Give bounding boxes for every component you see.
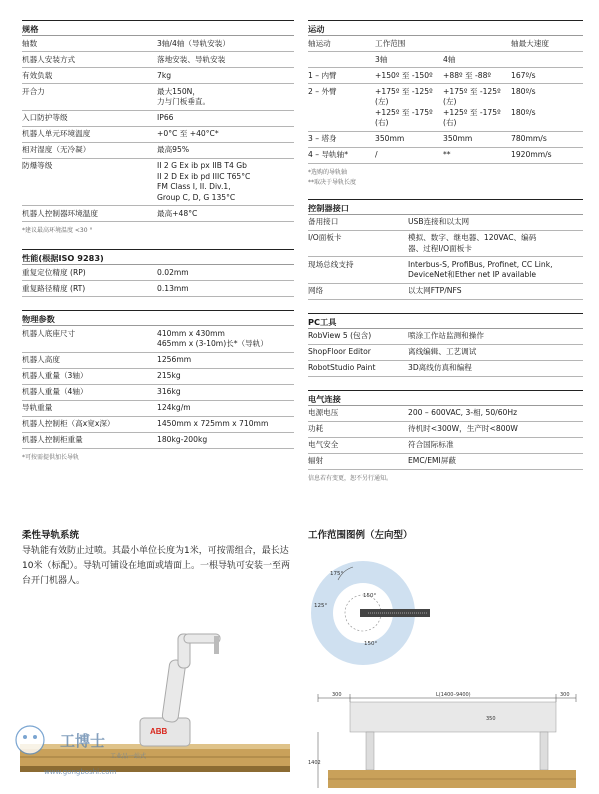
electrical-label: 电源电压 [308, 408, 339, 417]
pc-tool-label: RobotStudio Paint [308, 363, 376, 372]
pc-tool-value: 3D离线仿真和编程 [408, 363, 472, 372]
spec-value: IP66 [157, 113, 174, 122]
performance-value: 0.02mm [157, 267, 189, 277]
physical-section [22, 310, 294, 463]
spec-value: 落地安装、导轨安装 [157, 54, 226, 64]
motion-row [308, 132, 583, 148]
spec-value: 7kg [157, 70, 172, 80]
robot-right [540, 732, 548, 770]
motion-table [308, 68, 583, 164]
motion-cell: +88º 至 -88º [443, 70, 492, 80]
controller-label: 网络 [308, 286, 324, 295]
spec-label: 入口防护等级 [22, 113, 68, 122]
motion-cell: 2 – 外臂 [308, 86, 337, 96]
motion-row [308, 84, 583, 132]
robot-left [366, 732, 374, 770]
motion-title: 运动 [308, 20, 583, 36]
controller-value: 模拟、数字、继电器、120VAC、编码 器、过程I/O面板卡 [408, 233, 537, 253]
motion-row [308, 148, 583, 164]
flex-rail-text: 导轨能有效防止过喷。其最小单位长度为1米，可按需组合，最长达10米（标配）。导轨可铺设在地面或墙面上。一根导轨可安装一至两台开门机器人。 [22, 546, 290, 586]
spec-label: 机器人安装方式 [22, 54, 76, 64]
watermark-tagline: 工业品一站式 [110, 753, 147, 760]
spec-row [22, 68, 294, 84]
motion-cell: 1920mm/s [511, 150, 552, 159]
motion-cell: 180º/s 180º/s [511, 86, 536, 117]
pc-tool-row [308, 345, 583, 361]
electrical-row [308, 438, 583, 454]
spec-label: 相对湿度（无冷凝） [22, 145, 91, 154]
electrical-label: 电气安全 [308, 440, 339, 449]
spec-value: +0°C 至 +40°C* [157, 129, 219, 138]
controller-row [308, 284, 583, 300]
motion-row [308, 68, 583, 84]
physical-value: 180kg-200kg [157, 435, 208, 444]
workrange-label-150b: 150° [364, 641, 378, 647]
spec-row [22, 143, 294, 159]
physical-label: 机器人控制柜重量 [22, 435, 83, 444]
controller-table [308, 215, 583, 300]
electrical-table [308, 406, 583, 470]
physical-row [22, 433, 294, 449]
controller-row [308, 215, 583, 231]
pc-tool-value: 喷涂工作站监测和操作 [408, 331, 484, 340]
spec-label: 有效负载 [22, 70, 53, 80]
controller-row [308, 231, 583, 258]
specs-table [22, 36, 294, 222]
motion-cell: +175º 至 -125º (左) +125º 至 -175º (右) [443, 86, 501, 127]
controller-label: 备用接口 [308, 217, 339, 226]
watermark-text: 工博士 [60, 732, 106, 750]
motion-note-2: **取决于导轨长度 [308, 178, 357, 186]
spec-row [22, 36, 294, 52]
physical-label: 机器人重量（4轴） [22, 387, 88, 396]
controller-value: 以太网FTP/NFS [408, 286, 462, 295]
performance-label: 重复定位精度 (RP) [22, 267, 86, 277]
controller-title: 控制器接口 [308, 199, 583, 215]
performance-label: 重复路径精度 (RT) [22, 283, 86, 293]
electrical-value: 符合国际标准 [408, 440, 454, 449]
physical-value: 1256mm [157, 355, 192, 364]
spec-label: 轴数 [22, 38, 38, 48]
physical-table [22, 326, 294, 449]
spec-label: 机器人单元环境温度 [22, 129, 91, 138]
physical-row [22, 353, 294, 369]
right-column [308, 20, 583, 484]
physical-value: 124kg/m [157, 403, 191, 412]
spec-label: 防爆等级 [22, 161, 53, 170]
dim-length: L(1400–9400) [436, 692, 471, 698]
physical-title: 物理参数 [22, 310, 294, 326]
electrical-note: 信息若有变更，恕不另行通知。 [308, 474, 393, 482]
motion-cell: 3 – 塔身 [308, 134, 337, 143]
performance-title: 性能(根据ISO 9283) [22, 249, 294, 265]
pc-tool-row [308, 361, 583, 377]
motion-cell: 350mm [443, 134, 473, 143]
physical-row [22, 326, 294, 353]
spec-row [22, 159, 294, 207]
dim-300-right: 300 [560, 692, 570, 698]
spec-label: 开合力 [22, 86, 45, 96]
performance-row [22, 281, 294, 297]
performance-table [22, 265, 294, 297]
electrical-section [308, 390, 583, 484]
electrical-label: 辐射 [308, 456, 324, 465]
spec-value: II 2 G Ex ib px IIB T4 Gb II 2 D Ex ib pd IIIC T65°C FM Class I, II. Div.1, Group C, D, G 135°C [157, 161, 251, 202]
motion-cell: ** [443, 150, 451, 159]
electrical-title: 电气连接 [308, 390, 583, 406]
workrange-top-view [308, 545, 588, 685]
performance-section [22, 249, 294, 297]
spec-row [22, 111, 294, 127]
robot-hook [214, 636, 219, 654]
spec-row [22, 52, 294, 68]
watermark-mascot-icon [16, 726, 44, 754]
physical-value: 316kg [157, 387, 181, 396]
electrical-row [308, 406, 583, 422]
motion-cell: 780mm/s [511, 134, 547, 143]
controller-row [308, 257, 583, 284]
physical-row [22, 369, 294, 385]
physical-value: 215kg [157, 371, 181, 380]
flex-rail-title: 柔性导轨系统 [22, 530, 80, 541]
controller-section [308, 199, 583, 300]
physical-value: 410mm x 430mm 465mm x (3-10m)长*（导轨） [157, 328, 268, 348]
pc-tools-table [308, 329, 583, 377]
physical-value: 1450mm x 725mm x 710mm [157, 419, 269, 428]
performance-row [22, 265, 294, 281]
pc-tool-value: 离线编辑、工艺调试 [408, 347, 477, 356]
motion-section [308, 20, 583, 186]
motion-cell: / [375, 150, 378, 159]
motion-header-row: 轴运动 工作范围 轴最大速度 [308, 36, 583, 52]
pc-tools-section [308, 313, 583, 377]
motion-cell: +150º 至 -150º [375, 70, 433, 80]
electrical-value: EMC/EMI屏蔽 [408, 456, 456, 465]
electrical-value: 200 – 600VAC, 3-相, 50/60Hz [408, 408, 518, 417]
dim-300-left: 300 [332, 692, 342, 698]
robot-rail-illustration [0, 600, 300, 794]
performance-value: 0.13mm [157, 283, 189, 293]
dim-1402: 1402 [308, 760, 321, 766]
abb-logo: ABB [150, 727, 168, 736]
spec-value: 最高+48°C [157, 208, 198, 218]
motion-note-1: *选购的导轨轴 [308, 168, 348, 176]
controller-label: I/O面板卡 [308, 233, 342, 242]
motion-cell: +175º 至 -125º (左) +125º 至 -175º (右) [375, 86, 433, 127]
motion-cell: 167º/s [511, 70, 536, 80]
left-column [22, 20, 294, 463]
workrange-label-125: 125° [314, 603, 328, 609]
controller-value: Interbus-S, ProfiBus, Profinet, CC Link, DeviceNet和Ether net IP available [408, 259, 553, 279]
specs-section [22, 20, 294, 236]
motion-subheader-row: 3轴 4轴 [308, 52, 583, 68]
physical-label: 导轨重量 [22, 403, 53, 412]
electrical-value: 待机时<300W，生产时<800W [408, 424, 518, 433]
physical-note: *可按需提供加长导轨 [22, 453, 80, 461]
workrange-section [308, 527, 583, 541]
physical-label: 机器人控制柜（高x宽x深） [22, 419, 115, 428]
pc-tools-title: PC工具 [308, 313, 583, 329]
physical-label: 机器人底座尺寸 [22, 328, 76, 338]
electrical-row [308, 422, 583, 438]
robot-inner-arm [162, 659, 186, 723]
workrange-title: 工作范围图例（左向型） [308, 530, 413, 541]
pc-tool-label: RobView 5 (包含) [308, 331, 372, 340]
workrange-box [350, 702, 556, 732]
spec-value: 3轴/4轴（导轨安装） [157, 38, 230, 48]
spec-value: 最高95% [157, 145, 190, 154]
flex-rail-section [22, 527, 294, 589]
controller-value: USB连接和以太网 [408, 217, 470, 226]
pc-tool-label: ShopFloor Editor [308, 347, 371, 356]
workrange-label-150a: 150° [363, 593, 377, 599]
workrange-side-view [308, 690, 588, 794]
specs-note: *建议最高环境温度 <30 ° [22, 227, 93, 234]
specs-title: 规格 [22, 20, 294, 36]
motion-cell: 1 – 内臂 [308, 70, 337, 80]
controller-label: 现场总线支持 [308, 259, 354, 269]
spec-row [22, 127, 294, 143]
electrical-row [308, 454, 583, 470]
spec-value: 最大150N， 力与门板垂直。 [157, 86, 211, 106]
pc-tool-row [308, 329, 583, 345]
electrical-label: 功耗 [308, 424, 324, 433]
motion-cell: 4 – 导轨轴* [308, 150, 349, 159]
physical-label: 机器人高度 [22, 355, 60, 364]
dim-350: 350 [486, 716, 496, 722]
workrange-label-175: 175° [330, 571, 344, 577]
spec-label: 机器人控制器环境温度 [22, 208, 98, 218]
physical-row [22, 401, 294, 417]
watermark-url: www.gongboshi.com [44, 768, 117, 776]
physical-row [22, 417, 294, 433]
spec-row [22, 84, 294, 111]
physical-label: 机器人重量（3轴） [22, 371, 88, 380]
spec-row [22, 206, 294, 222]
motion-cell: 350mm [375, 134, 405, 143]
physical-row [22, 385, 294, 401]
